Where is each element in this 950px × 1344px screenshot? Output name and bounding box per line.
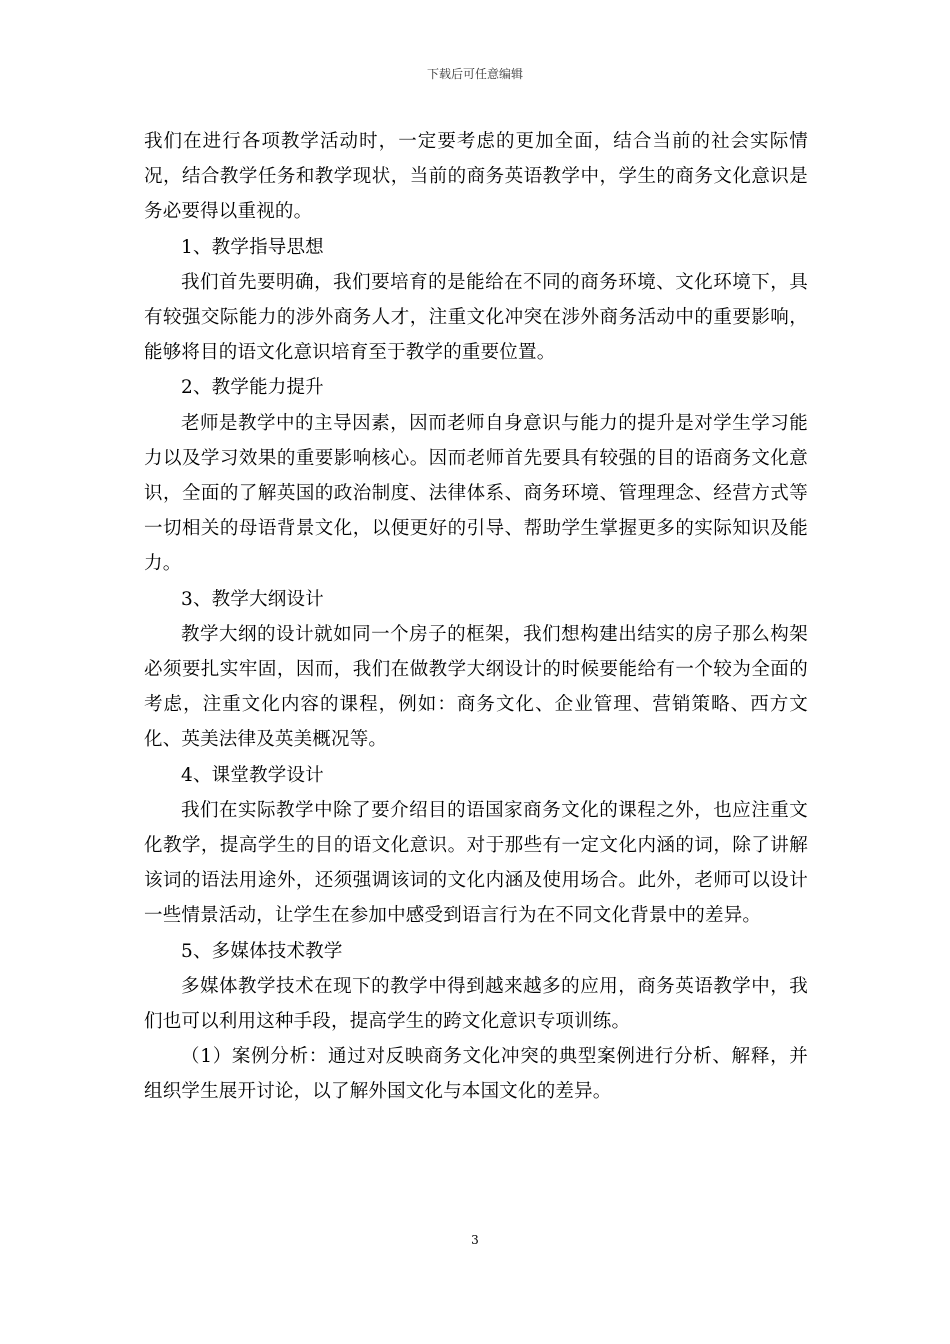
paragraph-section-5: 多媒体教学技术在现下的教学中得到越来越多的应用，商务英语教学中，我们也可以利用这种手段，提高学生的跨文化意识专项训练。 xyxy=(144,975,808,1033)
document-body xyxy=(144,124,808,1110)
page-header: 下载后可任意编辑 xyxy=(426,67,523,81)
section-heading-4: 4、课堂教学设计 xyxy=(181,764,324,786)
section-heading-2: 2、教学能力提升 xyxy=(181,377,324,399)
page-number: 3 xyxy=(471,1233,479,1247)
section-heading-5: 5、多媒体技术教学 xyxy=(181,940,343,962)
section-heading-3: 3、教学大纲设计 xyxy=(181,588,324,610)
paragraph-intro: 我们在进行各项教学活动时，一定要考虑的更加全面，结合当前的社会实际情况，结合教学任务和教学现状，当前的商务英语教学中，学生的商务文化意识是务必要得以重视的。 xyxy=(144,131,808,223)
paragraph-section-1: 我们首先要明确，我们要培育的是能给在不同的商务环境、文化环境下，具有较强交际能力的涉外商务人才，注重文化冲突在涉外商务活动中的重要影响，能够将目的语文化意识培育至于教学的重要位置。 xyxy=(144,271,808,364)
paragraph-section-2: 老师是教学中的主导因素，因而老师自身意识与能力的提升是对学生学习能力以及学习效果的重要影响核心。因而老师首先要具有较强的目的语商务文化意识，全面的了解英国的政治制度、法律体系、商务环境、管理理念、经营方式等一切相关的母语背景文化，以便更好的引导、帮助学生掌握更多的实际知识及能力。 xyxy=(144,412,808,575)
paragraph-case-analysis: （1）案例分析：通过对反映商务文化冲突的典型案例进行分析、解释，并组织学生展开讨论，以了解外国文化与本国文化的差异。 xyxy=(144,1046,808,1103)
section-heading-1: 1、教学指导思想 xyxy=(181,236,324,258)
paragraph-section-3: 教学大纲的设计就如同一个房子的框架，我们想构建出结实的房子那么构架必须要扎实牢固，因而，我们在做教学大纲设计的时候要能给有一个较为全面的考虑，注重文化内容的课程，例如：商务文化、企业管理、营销策略、西方文化、英美法律及英美概况等。 xyxy=(144,623,808,751)
paragraph-section-4: 我们在实际教学中除了要介绍目的语国家商务文化的课程之外，也应注重文化教学，提高学生的目的语文化意识。对于那些有一定文化内涵的词，除了讲解该词的语法用途外，还须强调该词的文化内涵及使用场合。此外，老师可以设计一些情景活动，让学生在参加中感受到语言行为在不同文化背景中的差异。 xyxy=(144,799,808,927)
